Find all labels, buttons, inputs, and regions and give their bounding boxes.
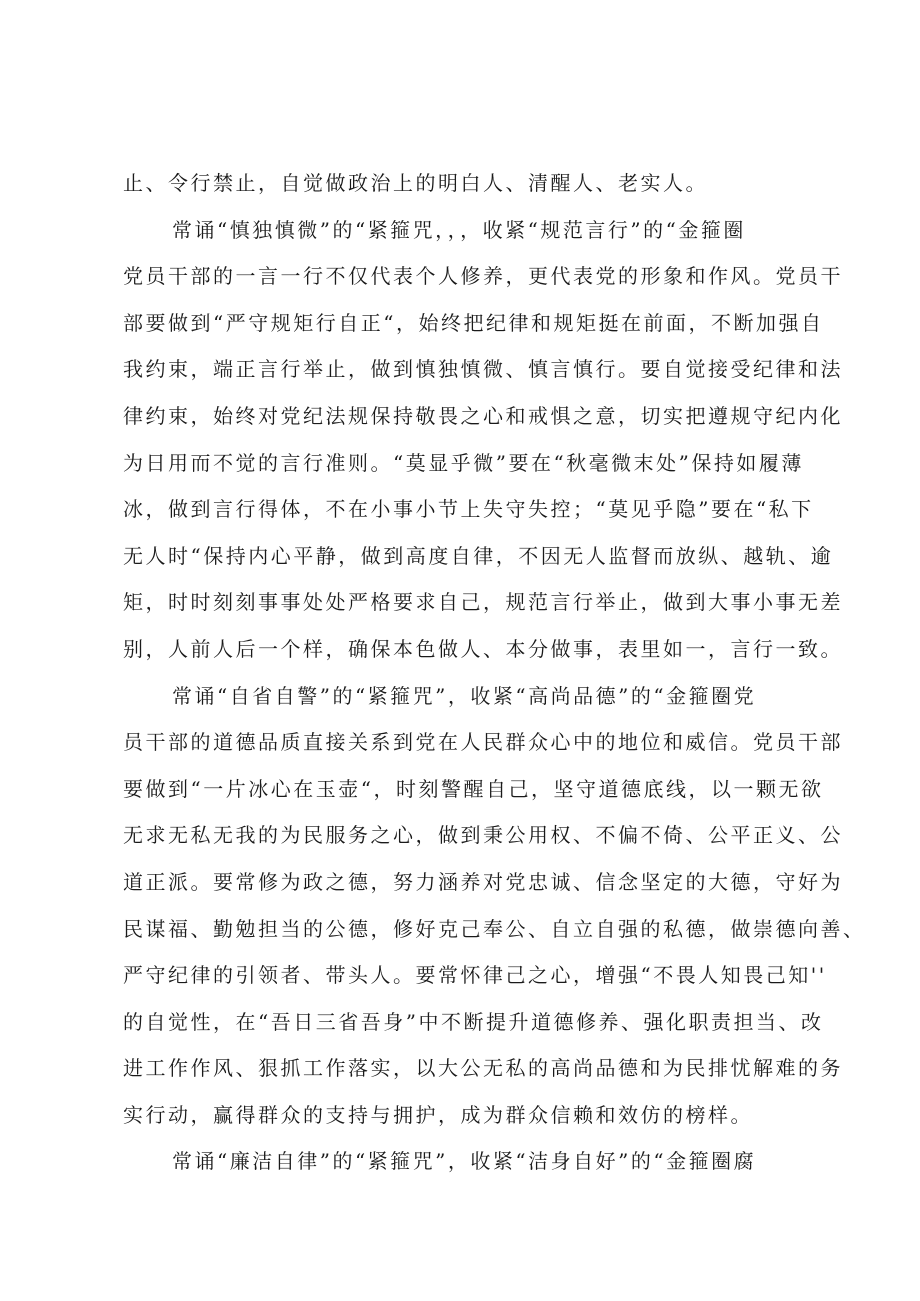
text-line: 我约束，端正言行举止，做到慎独慎微、慎言慎行。要自觉接受纪律和法 [123,357,843,382]
text-line: 进工作作风、狠抓工作落实，以大公无私的高尚品德和为民排忧解难的务 [123,1056,843,1081]
text-line: 严守纪律的引领者、带头人。要常怀律己之心，增强“不畏人知畏己知'' [123,963,827,988]
document-body-text [123,160,866,1185]
text-line: 要做到“一片冰心在玉壶“，时刻警醒自己，坚守道德底线，以一颗无欲 [123,776,824,801]
paragraph-start-line: 常诵“廉洁自律”的“紧箍咒”，收紧“洁身自好”的“金箍圈腐 [172,1149,757,1174]
text-line: 别，人前人后一个样，确保本色做人、本分做事，表里如一，言行一致。 [123,636,843,661]
text-line: 无求无私无我的为民服务之心，做到秉公用权、不偏不倚、公平正义、公 [123,823,843,848]
text-line: 为日用而不觉的言行准则。“莫显乎微”要在“秋毫微末处”保持如履薄 [123,450,804,475]
text-line: 员干部的道德品质直接关系到党在人民群众心中的地位和威信。党员干部 [123,730,843,755]
text-line: 无人时“保持内心平静，做到高度自律，不因无人监督而放纵、越轨、逾 [123,543,834,568]
text-line: 冰，做到言行得体，不在小事小节上失守失控；“莫见乎隐”要在“私下 [123,497,814,522]
paragraph-start-line: 常诵“慎独慎微”的“紧箍咒，，，收紧“规范言行”的“金箍圈 [172,217,746,242]
paragraph-start-line: 常诵“自省自警”的“紧箍咒”，收紧“高尚品德”的“金箍圈党 [172,683,757,708]
text-line: 部要做到“严守规矩行自正“，始终把纪律和规矩挺在前面，不断加强自 [123,310,824,335]
text-line: 止、令行禁止，自觉做政治上的明白人、清醒人、老实人。 [123,171,708,195]
text-line: 矩，时时刻刻事事处处严格要求自己，规范言行举止，做到大事小事无差 [123,590,843,615]
text-line: 律约束，始终对党纪法规保持敬畏之心和戒惧之意，切实把遵规守纪内化 [123,403,843,428]
text-line: 党员干部的一言一行不仅代表个人修养，更代表党的形象和作风。党员干 [123,264,843,289]
text-line: 民谋福、勤勉担当的公德，修好克己奉公、自立自强的私德，做崇德向善、 [123,916,866,941]
text-line: 的自觉性，在“吾日三省吾身”中不断提升道德修养、强化职责担当、改 [123,1009,824,1034]
text-line: 道正派。要常修为政之德，努力涵养对党忠诚、信念坚定的大德，守好为 [123,869,843,894]
text-line: 实行动，赢得群众的支持与拥护，成为群众信赖和效仿的榜样。 [123,1102,753,1127]
